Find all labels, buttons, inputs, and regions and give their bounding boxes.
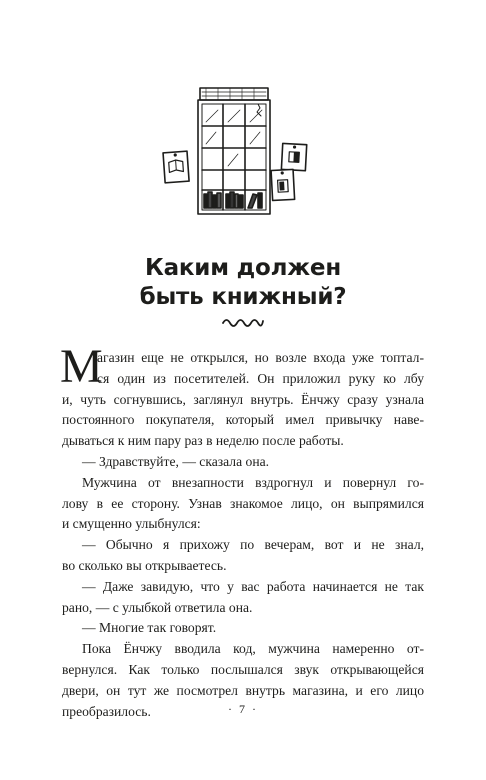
text-line: — Многие так говорят. bbox=[82, 620, 217, 636]
body-text bbox=[60, 340, 424, 722]
text-line: двери, он тут же посмотрел внутрь магазина, и его лицо bbox=[62, 682, 424, 698]
paragraph-4 bbox=[62, 535, 424, 577]
text-line: агазин еще не открылся, но возле входа уже топтал- bbox=[97, 350, 424, 365]
text-line: и смущенно улыбнулся: bbox=[62, 516, 201, 532]
text-line: и, чуть согнувшись, заглянул внутрь. Ёнчжу сразу узнала bbox=[62, 391, 424, 407]
paragraph-5 bbox=[62, 577, 424, 619]
text-line: Пока Ёнчжу вводила код, мужчина намеренно от- bbox=[82, 641, 424, 657]
text-line: лову в ее сторону. Узнав знакомое лицо, он выпрямился bbox=[62, 495, 424, 511]
paragraph-1 bbox=[60, 340, 424, 452]
text-line: Мужчина от внезапности вздрогнул и повернул го- bbox=[82, 474, 424, 490]
text-line: преобразилось. bbox=[62, 703, 151, 719]
text-line: дываться к ним пару раз в неделю после работы. bbox=[62, 433, 344, 449]
drop-cap: М bbox=[60, 340, 103, 393]
chapter-title-line-2: быть книжный? bbox=[139, 284, 347, 310]
text-line: — Обычно я прихожу по вечерам, вот и не знал, bbox=[82, 537, 424, 553]
page-number: · 7 · bbox=[228, 702, 258, 716]
text-line: постоянного покупателя, который имел привычку наве- bbox=[62, 412, 424, 428]
chapter-title-line-1: Каким должен bbox=[144, 255, 342, 281]
text-line: во сколько вы открываетесь. bbox=[62, 557, 227, 573]
text-line: — Даже завидую, что у вас работа начинается не так bbox=[82, 578, 424, 594]
paragraph-3 bbox=[62, 473, 424, 535]
paragraph-6 bbox=[62, 618, 424, 639]
bookshop-window-icon bbox=[158, 82, 328, 222]
wave-ornament-icon bbox=[221, 315, 265, 327]
paragraph-2 bbox=[62, 452, 424, 473]
text-line: вернулся. Как только послышался звук открывающейся bbox=[62, 661, 424, 677]
text-line: ся один из посетителей. Он приложил руку ко лбу bbox=[97, 370, 424, 386]
text-line: — Здравствуйте, — сказала она. bbox=[82, 453, 270, 469]
chapter-title bbox=[0, 254, 486, 312]
text-line: рано, — с улыбкой ответила она. bbox=[62, 599, 253, 615]
